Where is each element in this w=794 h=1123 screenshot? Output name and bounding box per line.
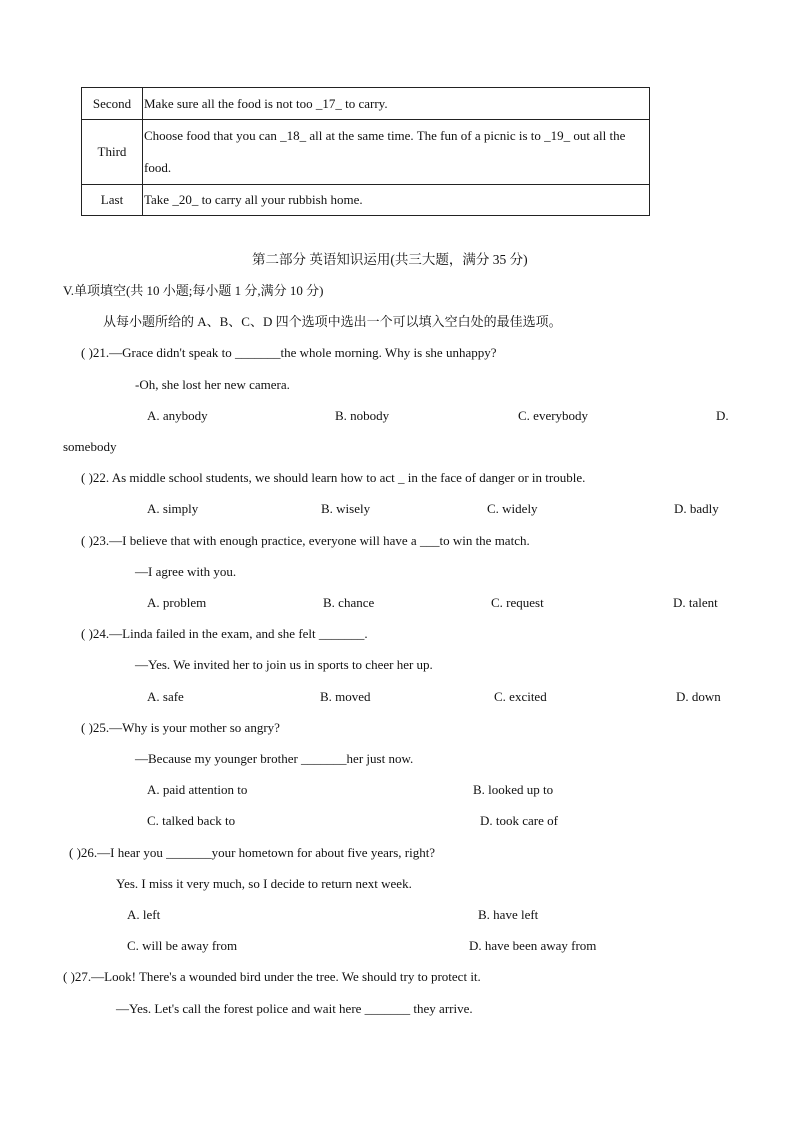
question-25-option-b: B. looked up to	[473, 782, 554, 797]
question-22-option-b: B. wisely	[321, 501, 371, 516]
question-24-option-d: D. down	[676, 689, 721, 704]
question-22-option-d: D. badly	[674, 501, 719, 516]
question-24-option-a: A. safe	[147, 689, 184, 704]
question-23-option-b: B. chance	[323, 595, 375, 610]
question-21-stem: ( )21.—Grace didn't speak to _______the whole morning. Why is she unhappy?	[81, 345, 497, 360]
row-label: Last	[82, 185, 143, 216]
question-26-option-a: A. left	[127, 907, 161, 922]
question-26-option-d: D. have been away from	[469, 938, 597, 953]
question-22-option-c: C. widely	[487, 501, 538, 516]
row-content: Choose food that you can _18_ all at the same time. The fun of a picnic is to _19_ out all the food.	[143, 120, 650, 185]
question-25-option-a: A. paid attention to	[147, 782, 248, 797]
question-21-option-a: A. anybody	[147, 408, 208, 423]
row-label: Second	[82, 88, 143, 120]
question-21-option-b: B. nobody	[335, 408, 390, 423]
question-22-option-a: A. simply	[147, 501, 199, 516]
question-23-option-c: C. request	[491, 595, 544, 610]
question-23-option-a: A. problem	[147, 595, 207, 610]
question-21-reply: -Oh, she lost her new camera.	[135, 377, 290, 392]
question-21-option-d: D.	[716, 408, 729, 423]
table-row	[82, 185, 650, 216]
row-content: Take _20_ to carry all your rubbish home.	[143, 185, 650, 216]
question-25-stem: ( )25.—Why is your mother so angry?	[81, 720, 280, 735]
question-22-stem: ( )22. As middle school students, we should learn how to act _ in the face of danger or in trouble.	[81, 470, 586, 485]
question-21-option-d-text: somebody	[63, 439, 117, 454]
picnic-tips-table	[81, 87, 650, 216]
row-content: Make sure all the food is not too _17_ to carry.	[143, 88, 650, 120]
question-27-reply: —Yes. Let's call the forest police and wait here _______ they arrive.	[116, 1001, 473, 1016]
question-26-option-b: B. have left	[478, 907, 539, 922]
question-26-stem: ( )26.—I hear you _______your hometown for about five years, right?	[69, 845, 436, 860]
question-26-reply: Yes. I miss it very much, so I decide to return next week.	[116, 876, 412, 891]
question-25-option-d: D. took care of	[480, 813, 558, 828]
question-23-reply: —I agree with you.	[135, 564, 237, 579]
instruction: 从每小题所给的 A、B、C、D 四个选项中选出一个可以填入空白处的最佳选项。	[103, 314, 562, 329]
table-row	[82, 120, 650, 185]
question-24-option-c: C. excited	[494, 689, 547, 704]
question-25-reply: —Because my younger brother _______her just now.	[135, 751, 414, 766]
question-25-option-c: C. talked back to	[147, 813, 236, 828]
question-21-option-c: C. everybody	[518, 408, 589, 423]
row-label: Third	[82, 120, 143, 185]
question-23-stem: ( )23.—I believe that with enough practice, everyone will have a ___to win the match.	[81, 533, 530, 548]
question-27-stem: ( )27.—Look! There's a wounded bird under the tree. We should try to protect it.	[63, 969, 481, 984]
question-24-option-b: B. moved	[320, 689, 371, 704]
question-26-option-c: C. will be away from	[127, 938, 238, 953]
question-23-option-d: D. talent	[673, 595, 718, 610]
question-24-stem: ( )24.—Linda failed in the exam, and she felt _______.	[81, 626, 368, 641]
table-row	[82, 88, 650, 120]
part-title: V.单项填空(共 10 小题;每小题 1 分,满分 10 分)	[63, 283, 324, 298]
section-title: 第二部分 英语知识运用(共三大题，满分 35 分)	[252, 252, 528, 267]
question-24-reply: —Yes. We invited her to join us in sports to cheer her up.	[135, 657, 433, 672]
